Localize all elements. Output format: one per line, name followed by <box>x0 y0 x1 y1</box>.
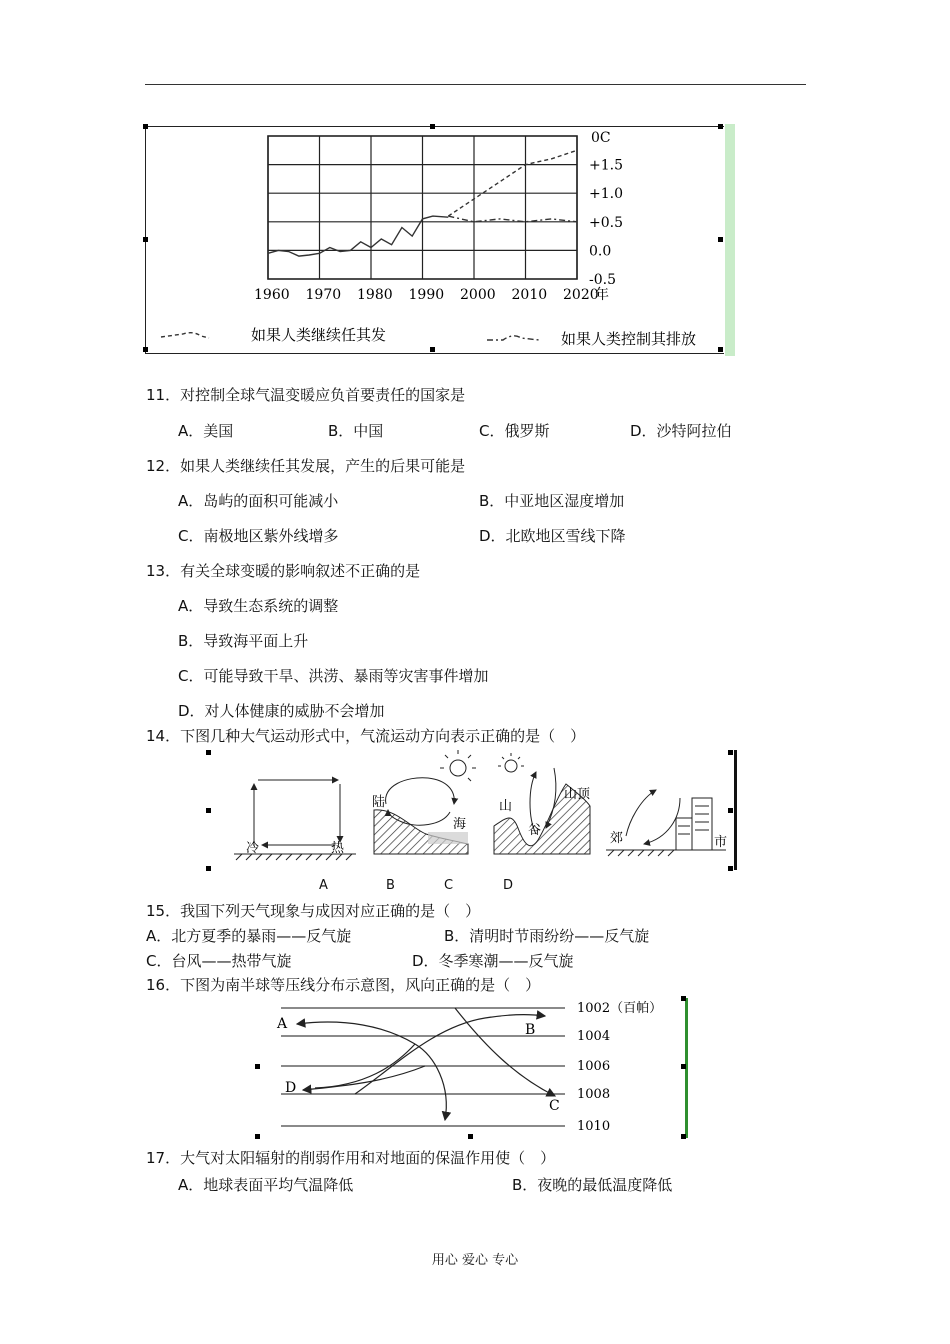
isobar-label: 1006 <box>577 1059 611 1074</box>
resize-handle[interactable] <box>143 124 148 129</box>
option: A．北方夏季的暴雨——反气旋 <box>146 927 352 945</box>
label-cold: 冷 <box>246 841 260 856</box>
isobar-label: 1008 <box>577 1087 611 1102</box>
question-14: 14．下图几种大气运动形式中，气流运动方向表示正确的是（ ） <box>146 727 586 745</box>
option: A．导致生态系统的调整 <box>178 597 339 615</box>
option: B．中亚地区湿度增加 <box>479 492 625 510</box>
x-axis-label: 年 <box>595 287 609 303</box>
question-17: 17．大气对太阳辐射的削弱作用和对地面的保温作用使（ ） <box>146 1149 556 1167</box>
resize-handle[interactable] <box>681 1064 686 1069</box>
fig14-label-a: A <box>319 878 328 893</box>
fig14-label-c: C <box>444 878 454 893</box>
isobar-figure <box>255 996 695 1142</box>
isobar-label: 1010 <box>577 1119 611 1134</box>
resize-handle[interactable] <box>430 347 435 352</box>
isobar-label: 1002（百帕） <box>577 1001 663 1016</box>
x-tick-label: 2020 <box>563 287 599 303</box>
temperature-chart <box>143 124 735 356</box>
label-city: 市 <box>714 835 728 850</box>
resize-handle[interactable] <box>206 750 211 755</box>
option: C．可能导致干旱、洪涝、暴雨等灾害事件增加 <box>178 667 489 685</box>
temperature-figure <box>143 124 735 356</box>
x-tick-label: 1980 <box>357 287 393 303</box>
point-a: A <box>277 1016 288 1032</box>
option: D．对人体健康的威胁不会增加 <box>178 702 385 720</box>
legend-swatch-dashed <box>161 333 209 338</box>
resize-handle[interactable] <box>255 1064 260 1069</box>
y-tick-label: 0.0 <box>589 243 612 260</box>
diagram-b <box>374 750 476 854</box>
x-tick-label: 1970 <box>305 287 342 303</box>
resize-handle[interactable] <box>143 347 148 352</box>
point-d: D <box>285 1080 297 1096</box>
option: A．地球表面平均气温降低 <box>178 1176 354 1194</box>
question-12: 12．如果人类继续任其发展，产生的后果可能是 <box>146 457 466 475</box>
page-footer: 用心 爱心 专心 <box>431 1253 519 1268</box>
y-tick-label: -0.5 <box>589 272 616 288</box>
label-peak: 山顶 <box>564 787 591 802</box>
point-c: C <box>549 1098 560 1114</box>
resize-handle[interactable] <box>718 237 723 242</box>
label-hot: 热 <box>331 841 345 856</box>
label-mountain: 山 <box>499 799 513 814</box>
fig14-label-d: D <box>503 878 514 893</box>
resize-handle[interactable] <box>728 750 733 755</box>
x-tick-label: 2000 <box>460 287 496 303</box>
x-tick-label: 1960 <box>254 287 290 303</box>
option: B．导致海平面上升 <box>178 632 309 650</box>
resize-handle[interactable] <box>728 866 733 871</box>
legend-label: 如果人类控制其排放 <box>561 330 697 348</box>
label-valley: 谷 <box>528 823 542 838</box>
y-tick-label: +0.5 <box>589 214 623 231</box>
header-rule <box>145 84 806 85</box>
series-line-如果人类控制其排放 <box>448 216 577 222</box>
resize-handle[interactable] <box>681 1134 686 1139</box>
option: A．美国 <box>178 422 234 440</box>
legend-swatch-dashdot <box>487 336 539 340</box>
resize-handle[interactable] <box>430 124 435 129</box>
y-axis-unit: 0C <box>591 130 611 146</box>
question-16: 16．下图为南半球等压线分布示意图，风向正确的是（ ） <box>146 976 541 994</box>
diagram-d <box>606 790 726 856</box>
resize-handle[interactable] <box>718 347 723 352</box>
legend-label: 如果人类继续任其发 <box>251 326 387 344</box>
option: D．北欧地区雪线下降 <box>479 527 626 545</box>
y-tick-label: +1.5 <box>589 157 623 174</box>
option: D．冬季寒潮——反气旋 <box>412 952 574 970</box>
x-tick-label: 1990 <box>408 287 445 303</box>
option: C．台风——热带气旋 <box>146 952 292 970</box>
isobar-label: 1004 <box>577 1029 611 1044</box>
question-13: 13．有关全球变暖的影响叙述不正确的是 <box>146 562 421 580</box>
circulation-figure <box>206 748 746 874</box>
circulation-diagrams <box>206 748 746 874</box>
resize-handle[interactable] <box>718 124 723 129</box>
label-suburb: 郊 <box>610 831 624 846</box>
question-15: 15．我国下列天气现象与成因对应正确的是（ ） <box>146 902 481 920</box>
option: B．夜晚的最低温度降低 <box>512 1176 673 1194</box>
resize-handle[interactable] <box>143 237 148 242</box>
series-line-如果人类继续任其发 <box>448 150 577 216</box>
label-land: 陆 <box>372 795 386 810</box>
point-b: B <box>525 1022 536 1038</box>
resize-handle[interactable] <box>206 808 211 813</box>
option: C．南极地区紫外线增多 <box>178 527 339 545</box>
option: D．沙特阿拉伯 <box>630 422 732 440</box>
isobar-map <box>255 996 695 1142</box>
fig14-label-b: B <box>386 878 395 893</box>
question-11: 11．对控制全球气温变暖应负首要责任的国家是 <box>146 386 466 404</box>
option: B．清明时节雨纷纷——反气旋 <box>444 927 650 945</box>
option: A．岛屿的面积可能减小 <box>178 492 339 510</box>
resize-handle[interactable] <box>728 808 733 813</box>
option: B．中国 <box>328 422 384 440</box>
resize-handle[interactable] <box>681 996 686 1001</box>
resize-handle[interactable] <box>468 1134 473 1139</box>
x-tick-label: 2010 <box>511 287 548 303</box>
label-sea: 海 <box>453 817 467 832</box>
figure-side-bar <box>734 750 737 870</box>
resize-handle[interactable] <box>255 1134 260 1139</box>
y-tick-label: +1.0 <box>589 186 623 203</box>
resize-handle[interactable] <box>206 866 211 871</box>
option: C．俄罗斯 <box>479 422 550 440</box>
